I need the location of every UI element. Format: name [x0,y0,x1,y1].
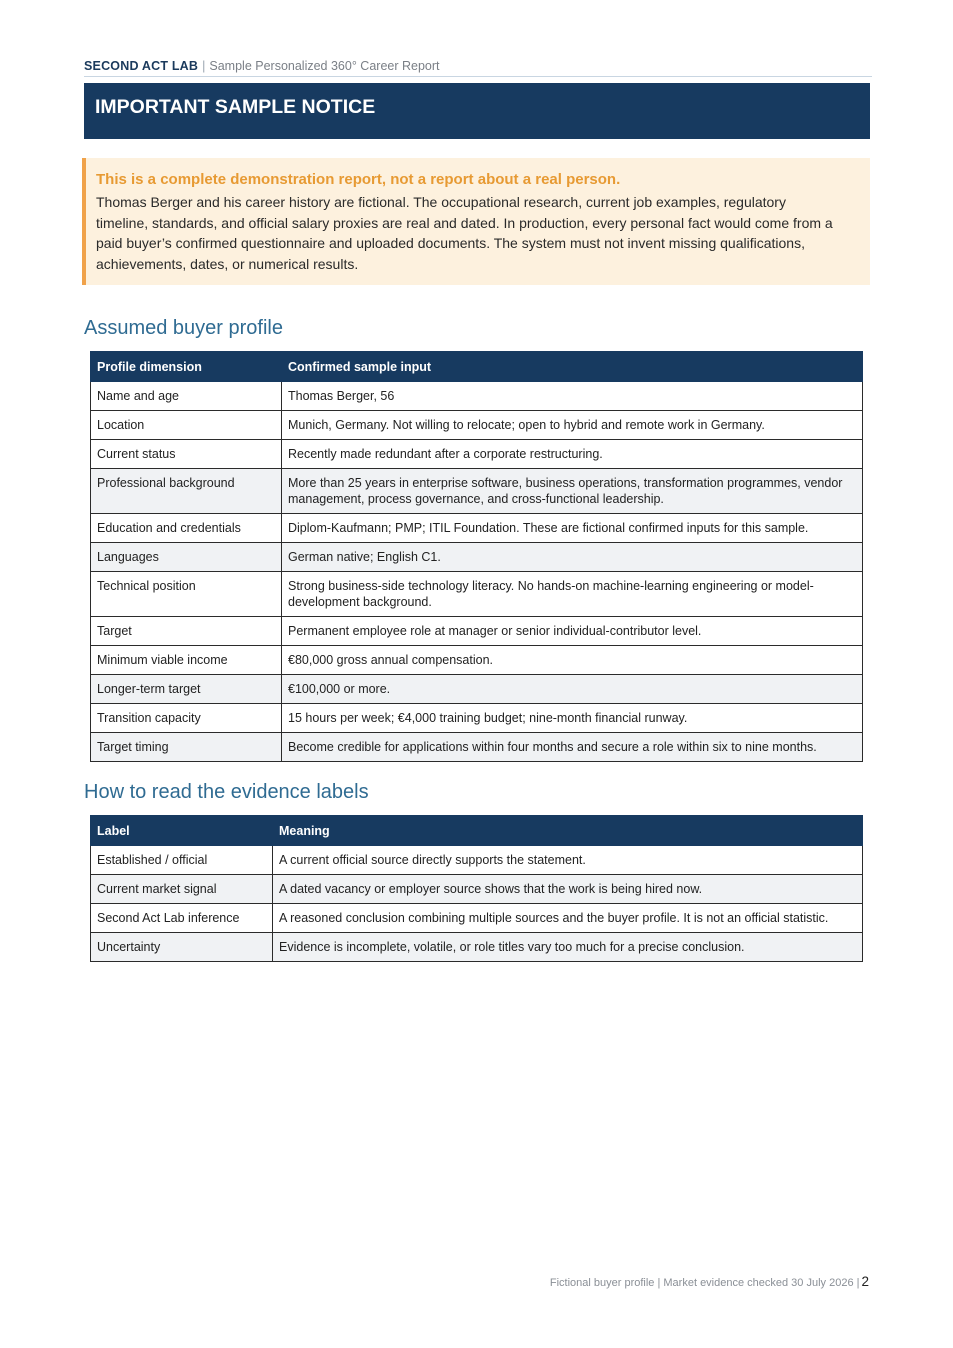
table-row [91,733,863,762]
profile-table [90,351,863,762]
profile-dimension: Technical position [91,572,282,617]
profile-dimension: Professional background [91,469,282,514]
table-header-row [91,352,863,382]
evidence-meaning: A reasoned conclusion combining multiple sources and the buyer profile. It is not an official statistic. [273,904,863,933]
table-row [91,469,863,514]
profile-heading: Assumed buyer profile [84,317,283,339]
profile-dimension: Minimum viable income [91,646,282,675]
labels-heading: How to read the evidence labels [84,781,369,803]
table-row [91,617,863,646]
evidence-meaning: Evidence is incomplete, volatile, or role titles vary too much for a precise conclusion. [273,933,863,962]
table-row [91,933,863,962]
table-row [91,514,863,543]
page-footer [550,1275,869,1290]
table-row [91,543,863,572]
evidence-label: Established / official [91,846,273,875]
profile-dimension: Longer-term target [91,675,282,704]
profile-value: Strong business-side technology literacy. No hands-on machine-learning engineering or model-development background. [282,572,863,617]
profile-dimension: Transition capacity [91,704,282,733]
profile-dimension: Education and credentials [91,514,282,543]
profile-value: 15 hours per week; €4,000 training budget; nine-month financial runway. [282,704,863,733]
profile-value: Become credible for applications within four months and secure a role within six to nine months. [282,733,863,762]
footer-text: Fictional buyer profile | Market evidence checked 30 July 2026 | [549,1277,860,1289]
profile-value: German native; English C1. [282,543,863,572]
header-separator: | [202,59,206,73]
evidence-label: Second Act Lab inference [91,904,273,933]
page-number: 2 [861,1274,869,1289]
table-row [91,675,863,704]
table-row [91,875,863,904]
notice-banner [84,83,870,139]
evidence-meaning: A dated vacancy or employer source shows that the work is being hired now. [273,875,863,904]
table-row [91,904,863,933]
evidence-label: Current market signal [91,875,273,904]
sample-callout [82,158,870,285]
column-header: Label [91,816,273,846]
table-header-row [91,816,863,846]
table-row [91,646,863,675]
table-row [91,846,863,875]
brand-name: SECOND ACT LAB [84,59,199,73]
profile-value: Munich, Germany. Not willing to relocate; open to hybrid and remote work in Germany. [282,411,863,440]
profile-dimension: Location [91,411,282,440]
callout-body: Thomas Berger and his career history are fictional. The occupational research, current job examples, regulatory timeline, standards, and official salary proxies are real and dated. In production, every personal fact would come from a paid buyer’s confirmed questionnaire and uploaded documents. The system must not invent missing qualifications, achievements, dates, or numerical results. [96,194,833,272]
report-header [84,58,872,77]
evidence-meaning: A current official source directly supports the statement. [273,846,863,875]
evidence-label: Uncertainty [91,933,273,962]
profile-value: More than 25 years in enterprise software, business operations, transformation programmes, vendor management, process governance, and cross-functional leadership. [282,469,863,514]
profile-dimension: Name and age [91,382,282,411]
notice-title: IMPORTANT SAMPLE NOTICE [95,96,376,118]
callout-title: This is a complete demonstration report, not a report about a real person. [96,171,621,188]
profile-value: Thomas Berger, 56 [282,382,863,411]
profile-value: Permanent employee role at manager or senior individual-contributor level. [282,617,863,646]
evidence-labels-table [90,815,863,962]
profile-dimension: Languages [91,543,282,572]
profile-dimension: Target [91,617,282,646]
column-header: Meaning [273,816,863,846]
table-row [91,411,863,440]
profile-dimension: Current status [91,440,282,469]
column-header: Profile dimension [91,352,282,382]
profile-value: Diplom-Kaufmann; PMP; ITIL Foundation. These are fictional confirmed inputs for this sample. [282,514,863,543]
table-row [91,440,863,469]
profile-value: €80,000 gross annual compensation. [282,646,863,675]
table-row [91,572,863,617]
report-name: Sample Personalized 360° Career Report [209,59,440,73]
profile-value: Recently made redundant after a corporate restructuring. [282,440,863,469]
column-header: Confirmed sample input [282,352,863,382]
table-row [91,704,863,733]
table-row [91,382,863,411]
profile-dimension: Target timing [91,733,282,762]
profile-value: €100,000 or more. [282,675,863,704]
